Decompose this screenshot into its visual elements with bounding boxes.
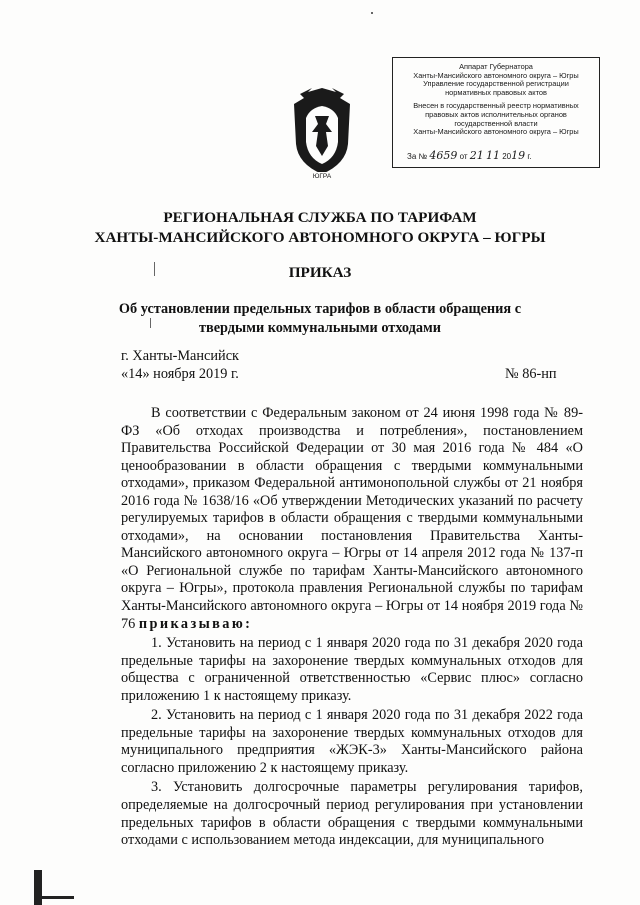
stamp-reg-prefix: За № [407, 152, 428, 161]
document-city: г. Ханты-Мансийск [121, 348, 239, 364]
stamp-reg-mid: от [459, 152, 468, 161]
preamble-paragraph [121, 405, 583, 633]
stamp-reg-suffix: г. [527, 152, 532, 161]
registration-stamp [392, 57, 600, 168]
stamp-reg-month: 11 [485, 149, 500, 162]
org-line-2: ХАНТЫ-МАНСИЙСКОГО АВТОНОМНОГО ОКРУГА – ЮГРЫ [94, 229, 546, 246]
org-line-1: РЕГИОНАЛЬНАЯ СЛУЖБА ПО ТАРИФАМ [163, 209, 477, 226]
scan-margin-tick [34, 896, 74, 899]
stamp-line: Ханты-Мансийского автономного округа – Югры [413, 127, 579, 137]
organization-name [0, 208, 640, 248]
stamp-reg-year-prefix: 20 [502, 152, 512, 161]
stamp-line: нормативных правовых актов [445, 87, 547, 97]
order-keyword: приказываю: [138, 615, 253, 632]
subject-line-2: твердыми коммунальными отходами [198, 320, 442, 336]
stamp-line: государственной власти [454, 118, 538, 128]
emblem-caption: ЮГРА [312, 173, 332, 180]
stamp-reg-number: 4659 [429, 149, 458, 162]
item-3: 3. Установить долгосрочные параметры регулирования тарифов, определяемые на долгосрочный период регулирования при установлении предельных тарифов в области обращения с твердыми коммунальными отходами с использованием метода индексации, для муниципального [121, 779, 583, 849]
document-body [121, 405, 583, 852]
document-subject [0, 300, 640, 338]
item-2: 2. Установить на период с 1 января 2020 года по 31 декабря 2022 года предельные тарифы на захоронение твердых коммунальных отходов для муниципального предприятия «ЖЭК-3» Ханты-Мансийского района согласно приложению 2 к настоящему приказу. [121, 707, 583, 776]
document-number: № 86-нп [505, 366, 557, 382]
stamp-line: Внесен в государственный реестр нормативных [413, 101, 579, 111]
scan-margin-mark [34, 870, 42, 905]
document-date: «14» ноября 2019 г. [121, 366, 239, 382]
preamble-text: В соответствии с Федеральным законом от 24 июня 1998 года № 89-ФЗ «Об отходах производства и потребления», постановлением Правительства Российской Федерации от 30 мая 2016 года № 484 «О ценообразовании в области обращения с твердыми коммунальными отходами», приказом Федеральной антимонопольной службы от 21 ноября 2016 года № 1638/16 «Об утверждении Методических указаний по расчету регулируемых тарифов в области обращения с твердыми коммунальными отходами», на основании постановления Правительства Ханты-Мансийского автономного округа – Югры от 14 апреля 2012 года № 137-п «О Региональной службе по тарифам Ханты-Мансийского автономного округа – Югры», протокола правления Региональной службы по тарифам Ханты-Мансийского автономного округа – Югры от 14 ноября 2019 года № 76 [121, 405, 583, 632]
subject-line-1: Об установлении предельных тарифов в области обращения с [118, 301, 522, 317]
document-type: ПРИКАЗ [288, 264, 352, 281]
stamp-reg-year: 19 [511, 149, 526, 162]
stamp-line: Аппарат Губернатора [459, 62, 533, 71]
scan-speck [371, 12, 373, 14]
stamp-line: правовых актов исполнительных органов [425, 109, 567, 119]
stamp-line: Управление государственной регистрации [423, 79, 569, 89]
stamp-line: Ханты-Мансийского автономного округа – Югры [413, 70, 579, 80]
item-1: 1. Установить на период с 1 января 2020 года по 31 декабря 2020 года предельные тарифы на захоронение твердых коммунальных отходов для общества с ограниченной ответственностью «Сервис плюс» согласно приложению 1 к настоящему приказу. [121, 635, 583, 704]
stamp-reg-day: 21 [469, 149, 484, 162]
stamp-registration-line [407, 149, 532, 162]
coat-of-arms-icon [282, 84, 362, 182]
